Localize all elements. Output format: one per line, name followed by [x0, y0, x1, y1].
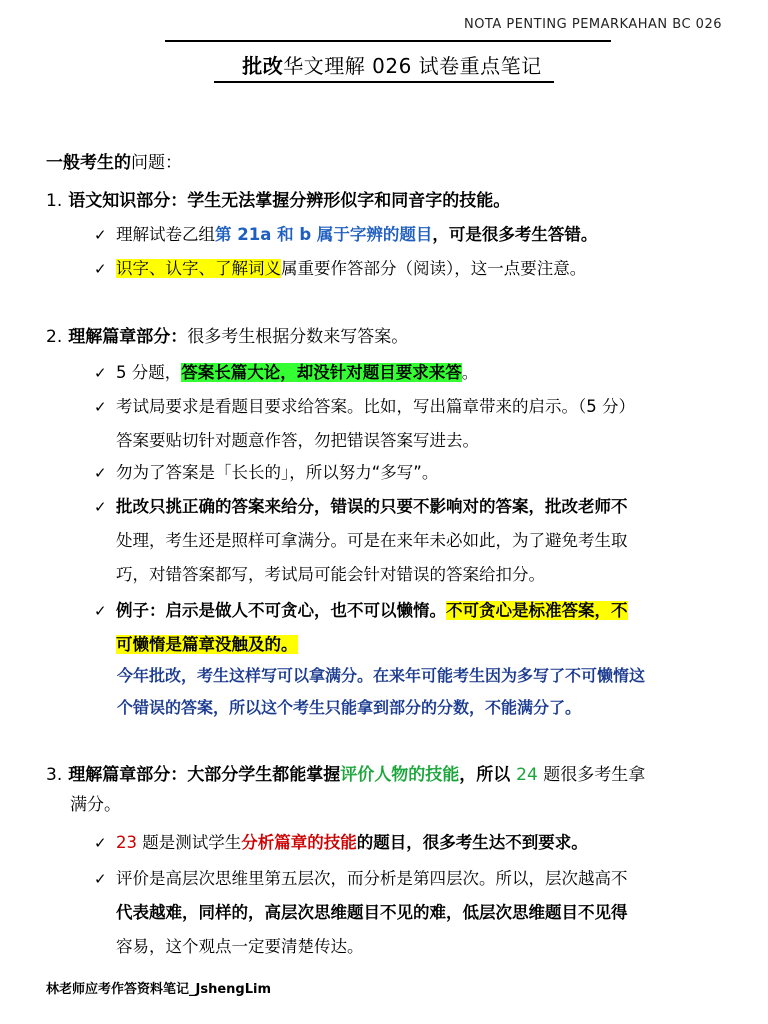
intro-rest: 问题： — [131, 153, 182, 173]
intro-heading — [46, 148, 182, 173]
question-number: 24 — [516, 765, 538, 785]
checkmark-icon: ✓ — [94, 602, 107, 620]
section-number: 2. — [46, 327, 63, 347]
text-line: 容易，这个观点一定要清楚传达。 — [116, 937, 364, 956]
list-item — [94, 252, 748, 286]
checkmark-icon: ✓ — [94, 226, 107, 244]
text-segment: 的题目，很多考生达不到要求。 — [356, 833, 588, 852]
text-line: 答案要贴切针对题意作答，勿把错误答案写进去。 — [116, 431, 479, 450]
section-head-rest: 很多考生根据分数来写答案。 — [187, 327, 409, 347]
text-line: 代表越难，同样的，高层次思维题目不见的难，低层次思维题目不见得 — [116, 903, 628, 922]
section-head-rest: 学生无法掌握分辨形似字和同音字的技能。 — [187, 191, 511, 211]
document-title — [0, 50, 768, 83]
note-line: 今年批改，考生这样写可以拿满分。在来年可能考生因为多写了不可懒惰这 — [117, 666, 646, 685]
section-head-bold: 理解篇章部分： — [68, 327, 188, 347]
text-line: 勿为了答案是「长长的」，所以努力“多写”。 — [116, 463, 439, 482]
top-rule — [165, 40, 611, 42]
list-item — [94, 218, 748, 252]
highlighted-text: 不可贪心是标准答案，不 — [446, 601, 628, 620]
text-segment: 。 — [461, 363, 479, 382]
section-head-rest: 大部分学生都能掌握 — [187, 765, 341, 785]
title-rest: 华文理解 026 试卷重点笔记 — [283, 54, 542, 78]
list-item — [94, 390, 748, 458]
text-line: 批改只挑正确的答案来给分，错误的只要不影响对的答案，批改老师不 — [116, 497, 628, 516]
text-line: 处理，考生还是照样可拿满分。可是在来年未必如此，为了避免考生取 — [116, 531, 628, 550]
green-text: 评价人物的技能 — [340, 765, 460, 785]
list-item — [94, 594, 748, 662]
checkmark-icon: ✓ — [94, 498, 107, 516]
text-segment: 属重要作答部分（阅读），这一点要注意。 — [281, 259, 587, 278]
list-item — [94, 490, 748, 592]
checkmark-icon: ✓ — [94, 464, 107, 482]
footer-credit: 林老师应考作答资料笔记_JshengLim — [46, 982, 271, 997]
section-number: 1. — [46, 191, 63, 211]
section-1-heading — [46, 186, 510, 216]
section-head-rest: ，所以 — [459, 765, 517, 785]
intro-bold: 一般考生的 — [46, 153, 131, 173]
title-bold: 批改 — [242, 54, 284, 78]
text-segment: 理解试卷乙组 — [116, 225, 215, 244]
highlighted-text: 答案长篇大论，却没针对题目要求来答 — [181, 363, 462, 382]
checkmark-icon: ✓ — [94, 260, 107, 278]
list-item — [94, 826, 748, 860]
list-item — [94, 356, 748, 390]
header-note: NOTA PENTING PEMARKAHAN BC 026 — [463, 17, 722, 32]
blue-text: 第 21a 和 b 属于字辨的题目 — [215, 225, 433, 244]
section-number: 3. — [46, 765, 63, 785]
checkmark-icon: ✓ — [94, 364, 107, 382]
section-3-heading — [46, 760, 645, 820]
section-2-heading — [46, 322, 408, 352]
section-head-line2: 满分。 — [70, 795, 121, 815]
checkmark-icon: ✓ — [94, 870, 107, 888]
text-line: 评价是高层次思维里第五层次，而分析是第四层次。所以，层次越高不 — [116, 869, 628, 888]
checkmark-icon: ✓ — [94, 398, 107, 416]
highlighted-text: 可懒惰是篇章没触及的。 — [116, 635, 298, 654]
list-item — [94, 862, 748, 964]
text-segment: 题是测试学生 — [137, 833, 242, 852]
list-item — [94, 456, 748, 490]
highlighted-text: 识字、认字、了解词义 — [116, 259, 281, 278]
text-segment: ，可是很多考生答错。 — [432, 225, 598, 244]
text-segment: 例子：启示是做人不可贪心，也不可以懒惰。 — [116, 601, 446, 620]
note-line: 个错误的答案，所以这个考生只能拿到部分的分数，不能满分了。 — [117, 698, 582, 717]
grading-note — [117, 660, 737, 724]
text-line: 巧，对错答案都写，考试局可能会针对错误的答案给扣分。 — [116, 565, 545, 584]
section-head-bold: 语文知识部分： — [68, 191, 188, 211]
question-number: 23 — [116, 833, 137, 852]
text-line: 考试局要求是看题目要求给答案。比如，写出篇章带来的启示。（5 分） — [116, 397, 635, 416]
checkmark-icon: ✓ — [94, 834, 107, 852]
red-text: 分析篇章的技能 — [241, 833, 357, 852]
section-head-bold: 理解篇章部分： — [68, 765, 188, 785]
section-head-rest: 题很多考生拿 — [537, 765, 646, 785]
text-segment: 5 分题， — [116, 363, 182, 382]
